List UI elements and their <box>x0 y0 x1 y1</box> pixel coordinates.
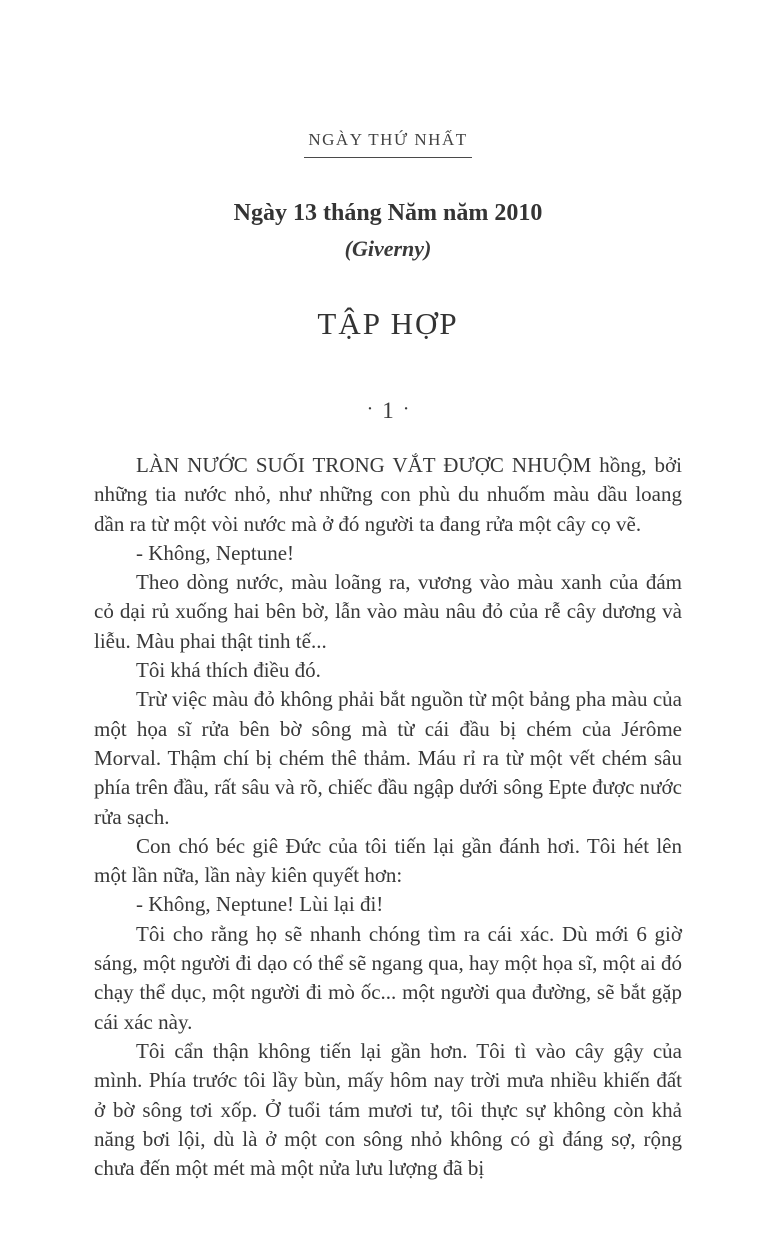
section-separator-right: · <box>402 398 410 420</box>
running-head-container <box>94 130 682 158</box>
paragraph: LÀN NƯỚC SUỐI TRONG VẮT ĐƯỢC NHUỘM hồng, bởi những tia nước nhỏ, như những con phù du nhuốm màu dầu loang dần ra từ một vòi nước mà ở đó người ta đang rửa một cây cọ vẽ. <box>94 453 682 536</box>
section-number: 1 <box>382 398 394 423</box>
paragraph: Con chó béc giê Đức của tôi tiến lại gần đánh hơi. Tôi hét lên một lần nữa, lần này kiên quyết hơn: <box>94 833 682 888</box>
section-separator-left: · <box>366 398 374 420</box>
paragraph-dialogue: - Không, Neptune! <box>136 540 295 565</box>
chapter-location: (Giverny) <box>344 236 432 261</box>
text-block <box>94 130 682 1183</box>
paragraph: Tôi cho rằng họ sẽ nhanh chóng tìm ra cái xác. Dù mới 6 giờ sáng, một người đi dạo có thể sẽ ngang qua, hay một họa sĩ, một ai đó chạy thể dục, một người đi mò ốc... một người qua đường, sẽ bắt gặp cái xác này. <box>94 921 682 1034</box>
section-marker <box>94 398 682 424</box>
body-text <box>94 451 682 1183</box>
chapter-date-heading: Ngày 13 tháng Năm năm 2010 <box>233 200 543 226</box>
chapter-title: TẬP HỢP <box>317 306 459 341</box>
paragraph: Theo dòng nước, màu loãng ra, vương vào màu xanh của đám cỏ dại rủ xuống hai bên bờ, lẫn vào màu nâu đỏ của rễ cây dương và liễu. Màu phai thật tinh tế... <box>94 570 682 653</box>
paragraph-dialogue: - Không, Neptune! Lùi lại đi! <box>136 892 384 917</box>
running-head: NGÀY THỨ NHẤT <box>304 130 471 158</box>
paragraph: Tôi cẩn thận không tiến lại gần hơn. Tôi tì vào cây gậy của mình. Phía trước tôi lầy bùn, mấy hôm nay trời mưa nhiều khiến đất ở bờ sông tơi xốp. Ở tuổi tám mươi tư, tôi thực sự không còn khả năng bơi lội, dù là ở một con sông nhỏ không có gì đáng sợ, rộng chưa đến một mét mà một nửa lưu lượng đã bị <box>94 1038 682 1181</box>
paragraph: Tôi khá thích điều đó. <box>136 658 321 683</box>
paragraph: Trừ việc màu đỏ không phải bắt nguồn từ một bảng pha màu của một họa sĩ rửa bên bờ sông mà từ cái đầu bị chém của Jérôme Morval. Thậm chí bị chém thê thảm. Máu rỉ ra từ một vết chém sâu phía trên đầu, rất sâu và rõ, chiếc đầu ngập dưới sông Epte được nước rửa sạch. <box>94 687 682 829</box>
